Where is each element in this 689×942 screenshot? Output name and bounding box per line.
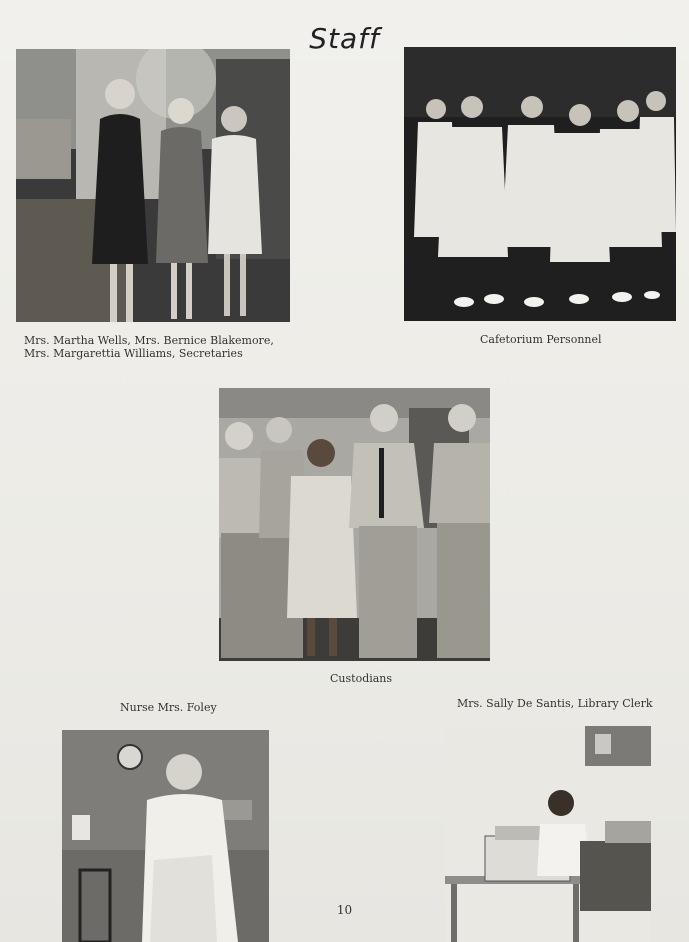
caption-cafetorium: Cafetorium Personnel: [480, 333, 602, 346]
photo-custodians: [219, 388, 490, 661]
page-title: Staff: [309, 22, 380, 55]
caption-custodians: Custodians: [330, 672, 393, 685]
caption-secretaries: Mrs. Martha Wells, Mrs. Bernice Blakemore, Mrs. Margarettia Williams, Secretaries: [24, 334, 274, 360]
page-number: 10: [336, 903, 353, 917]
caption-library: Mrs. Sally De Santis, Library Clerk: [457, 697, 653, 710]
cafetorium-image: [404, 47, 676, 321]
custodians-image: [219, 388, 490, 661]
secretaries-image: [16, 49, 290, 322]
photo-secretaries: [16, 49, 290, 322]
caption-nurse: Nurse Mrs. Foley: [120, 701, 217, 714]
photo-cafetorium: [404, 47, 676, 321]
